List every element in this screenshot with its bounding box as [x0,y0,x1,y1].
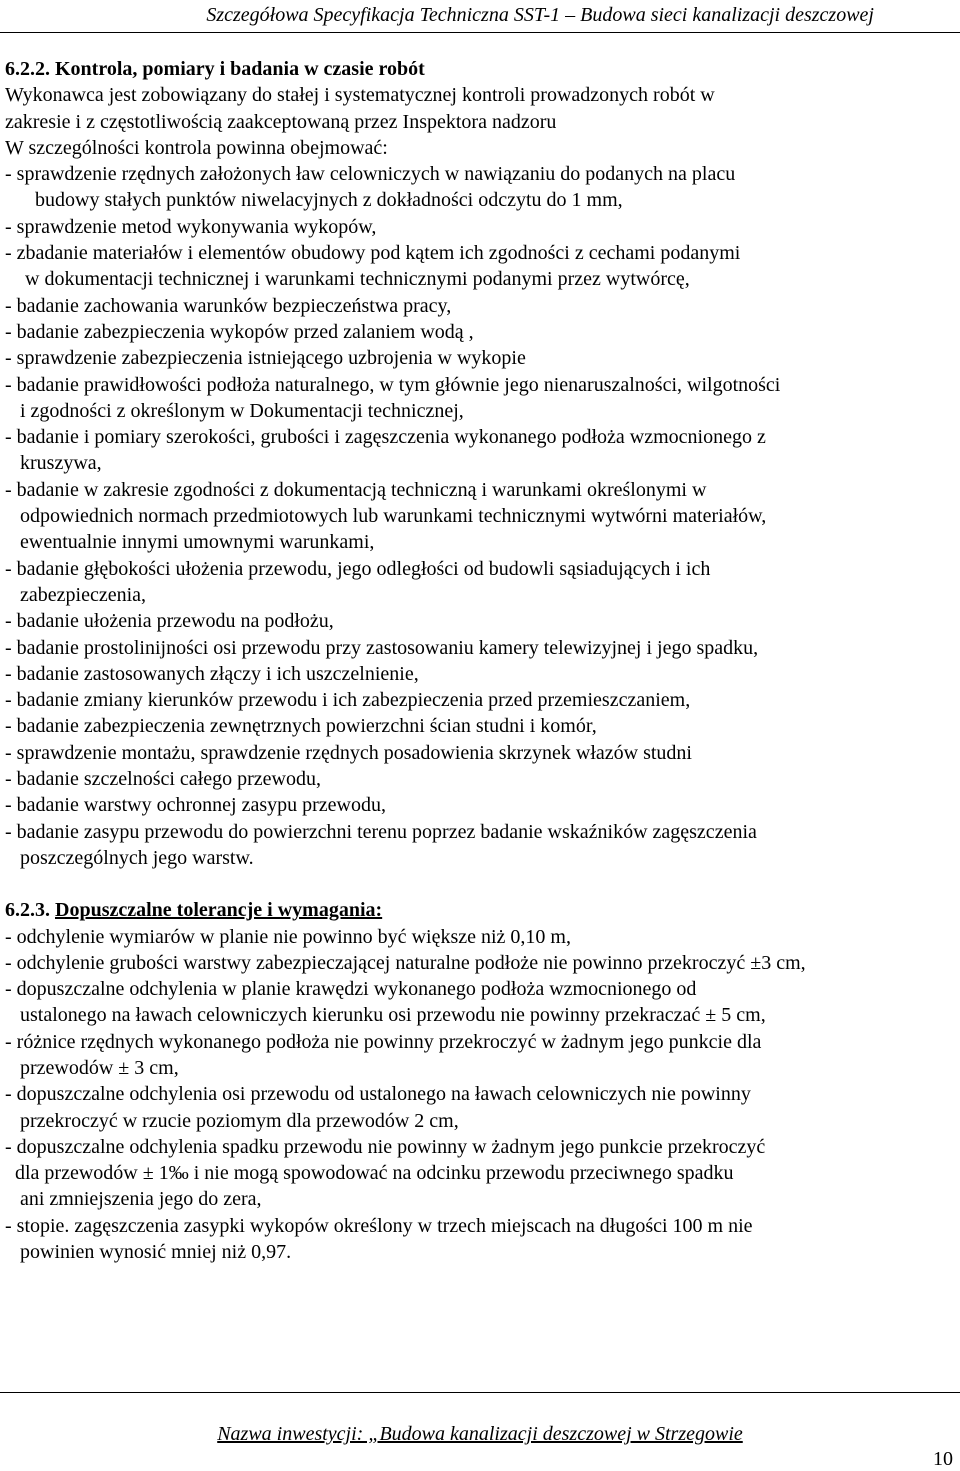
section-heading-6-2-3 [5,897,950,923]
section-6-2-3-body [5,924,950,1266]
text-line: - zbadanie materiałów i elementów obudowy pod kątem ich zgodności z cechami podanymi [5,242,741,265]
text-line: - badanie szczelności całego przewodu, [5,768,321,791]
document-body [5,56,950,1265]
text-line: - dopuszczalne odchylenia osi przewodu od ustalonego na ławach celowniczych nie powinny [5,1083,751,1106]
text-line: - odchylenie wymiarów w planie nie powinno być większe niż 0,10 m, [5,925,571,948]
text-line: - odchylenie grubości warstwy zabezpieczającej naturalne podłoże nie powinno przekroczyć ±3 cm, [5,951,806,974]
text-line: - badanie zabezpieczenia wykopów przed zalaniem wodą , [5,320,474,343]
text-line: dla przewodów ± 1‰ i nie mogą spowodować na odcinku przewodu przeciwnego spadku [15,1162,734,1185]
footer-rule [0,1392,960,1393]
text-line: zabezpieczenia, [20,583,147,606]
text-line: odpowiednich normach przedmiotowych lub warunkami technicznymi wytwórni materiałów, [20,505,767,528]
text-line: - badanie warstwy ochronnej zasypu przewodu, [5,794,386,817]
text-line: W szczególności kontrola powinna obejmować: [5,136,388,159]
section-title: Dopuszczalne tolerancje i wymagania: [55,899,383,922]
text-line: ewentualnie innymi umownymi warunkami, [20,531,375,554]
text-line: - badanie zabezpieczenia zewnętrznych powierzchni ścian studni i komór, [5,715,597,738]
text-line: zakresie i z częstotliwością zaakceptowaną przez Inspektora nadzoru [5,110,557,133]
text-line: - badanie i pomiary szerokości, grubości i zagęszczenia wykonanego podłoża wzmocnionego z [5,426,766,449]
text-line: - badanie zmiany kierunków przewodu i ich zabezpieczenia przed przemieszczaniem, [5,689,691,712]
text-line: - dopuszczalne odchylenia spadku przewodu nie powinny w żadnym jego punkcie przekroczyć [5,1135,766,1158]
text-line: przewodów ± 3 cm, [20,1056,179,1079]
text-line: - badanie głębokości ułożenia przewodu, jego odległości od budowli sąsiadujących i ich [5,557,711,580]
text-line: - różnice rzędnych wykonanego podłoża nie powinny przekroczyć w żadnym jego punkcie dla [5,1030,762,1053]
text-line: - badanie zasypu przewodu do powierzchni terenu poprzez badanie wskaźników zagęszczenia [5,820,757,843]
text-line: ani zmniejszenia jego do zera, [20,1188,262,1211]
text-line: w dokumentacji technicznej i warunkami technicznymi podanymi przez wytwórcę, [25,268,690,291]
text-line: - dopuszczalne odchylenia w planie krawędzi wykonanego podłoża wzmocnionego od [5,978,697,1001]
text-line: - badanie w zakresie zgodności z dokumentacją techniczną i warunkami określonymi w [5,478,707,501]
text-line: - sprawdzenie rzędnych założonych ław celowniczych w nawiązaniu do podanych na placu [5,163,736,186]
text-line: ustalonego na ławach celowniczych kierunku osi przewodu nie powinny przekraczać ± 5 cm, [20,1004,766,1027]
text-line: Wykonawca jest zobowiązany do stałej i systematycznej kontroli prowadzonych robót w [5,84,715,107]
page-number: 10 [933,1448,953,1470]
text-line: - stopie. zagęszczenia zasypki wykopów określony w trzech miejscach na długości 100 m nie [5,1214,753,1237]
text-line: i zgodności z określonym w Dokumentacji technicznej, [20,399,464,422]
text-line: - sprawdzenie montażu, sprawdzenie rzędnych posadowienia skrzynek włazów studni [5,741,692,764]
text-line: przekroczyć w rzucie poziomym dla przewodów 2 cm, [20,1109,459,1132]
text-line: - badanie prostolinijności osi przewodu przy zastosowaniu kamery telewizyjnej i jego spadku, [5,636,759,659]
section-number: 6.2.3. [5,899,50,922]
paragraph-gap [5,871,950,897]
text-line: - badanie zastosowanych złączy i ich uszczelnienie, [5,662,419,685]
running-header: Szczegółowa Specyfikacja Techniczna SST-1 – Budowa sieci kanalizacji deszczowej [206,4,874,26]
text-line: - sprawdzenie metod wykonywania wykopów, [5,215,377,238]
text-line: poszczególnych jego warstw. [20,846,254,869]
text-line: - badanie zachowania warunków bezpieczeństwa pracy, [5,294,452,317]
text-line: powinien wynosić mniej niż 0,97. [20,1241,292,1264]
text-line: - sprawdzenie zabezpieczenia istniejącego uzbrojenia w wykopie [5,347,526,370]
investment-name-footer: Nazwa inwestycji: „Budowa kanalizacji deszczowej w Strzegowie [217,1423,743,1445]
text-line: - badanie ułożenia przewodu na podłożu, [5,610,334,633]
section-heading-6-2-2: 6.2.2. Kontrola, pomiary i badania w czasie robót [5,58,425,80]
section-6-2-2-body [5,82,950,871]
text-line: - badanie prawidłowości podłoża naturalnego, w tym głównie jego nienaruszalności, wilgotności [5,373,781,396]
text-line: kruszywa, [20,452,102,475]
text-line: budowy stałych punktów niwelacyjnych z dokładności odczytu do 1 mm, [35,189,623,212]
header-rule [0,32,960,33]
